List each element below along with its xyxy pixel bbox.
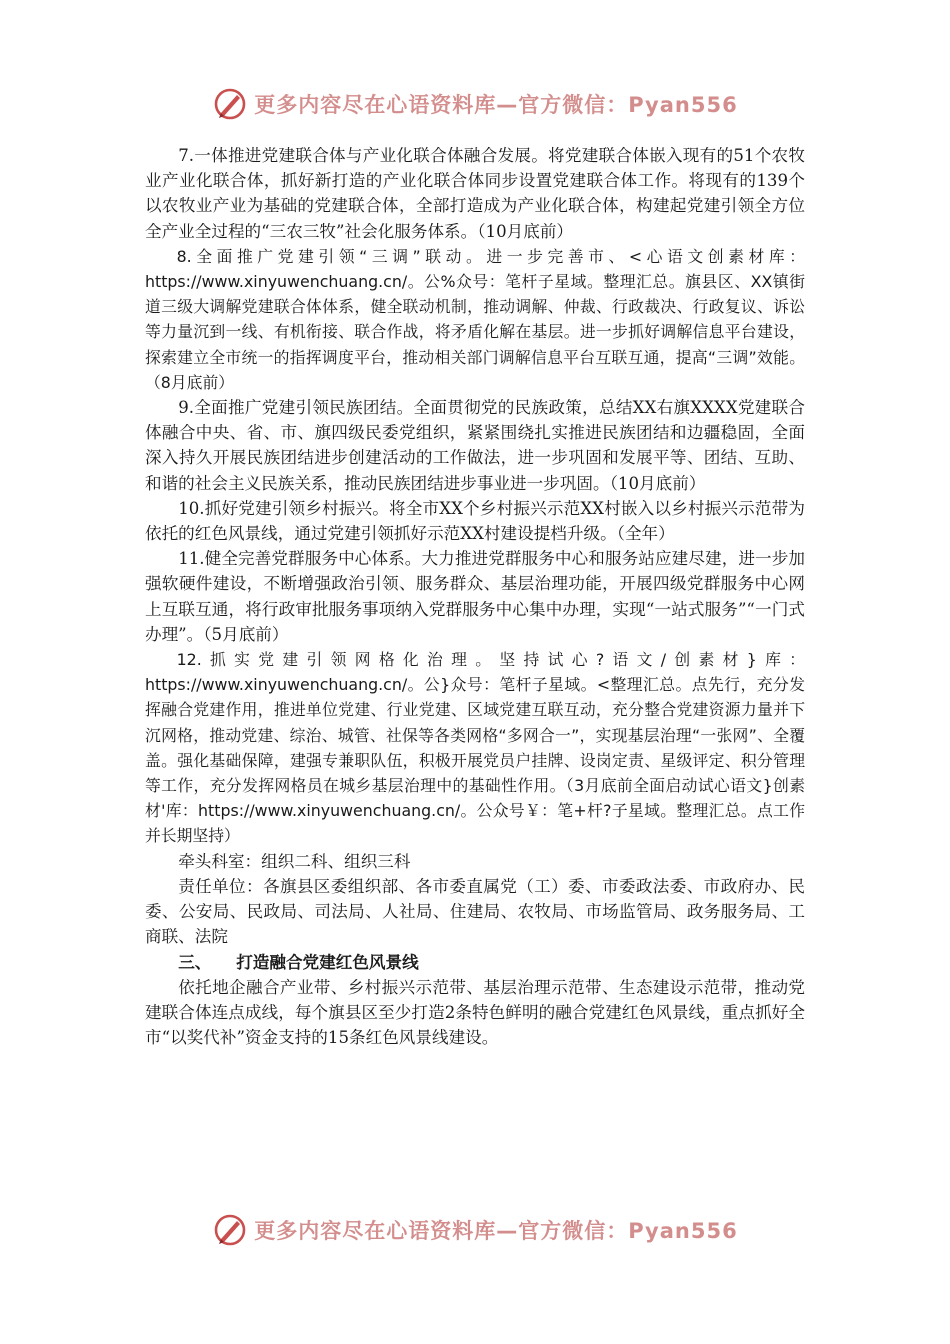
watermark-banner-bottom <box>0 1210 950 1250</box>
paragraph-8: 8.全面推广党建引领“三调”联动。进一步完善市、<心语文创素材库：https://www.xinyuwenchuang.cn/。公%众号：笔杆子星域。整理汇总。旗县区、XX镇街道三级大调解党建联合体体系，健全联动机制，推动调解、仲裁、行政裁决、行政复议、诉讼等力量沉到一线、有机衔接、联合作战，将矛盾化解在基层。进一步抓好调解信息平台建设，探索建立全市统一的指挥调度平台，推动相关部门调解信息平台互联互通，提高“三调”效能。（8月底前） <box>145 246 805 392</box>
watermark-text: 更多内容尽在心语资料库—官方微信：Pyan556 <box>254 93 738 117</box>
document-body <box>145 143 805 1050</box>
paragraph-10: 10.抓好党建引领乡村振兴。将全市XX个乡村振兴示范XX村嵌入以乡村振兴示范带为依托的红色风景线，通过党建引领抓好示范XX村建设提档升级。（全年） <box>145 498 805 544</box>
section-title: 打造融合党建红色风景线 <box>236 952 419 972</box>
watermark-text: 更多内容尽在心语资料库—官方微信：Pyan556 <box>254 1219 738 1243</box>
pen-circle-icon <box>212 86 248 122</box>
paragraph-9: 9.全面推广党建引领民族团结。全面贯彻党的民族政策，总结XX右旗XXXX党建联合体融合中央、省、市、旗四级民委党组织，紧紧围绕扎实推进民族团结和边疆稳固，全面深入持久开展民族团结进步创建活动的工作做法，进一步巩固和发展平等、团结、互助、和谐的社会主义民族关系，推动民族团结进步事业进一步巩固。（10月底前） <box>145 398 805 493</box>
responsible-units: 责任单位：各旗县区委组织部、各市委直属党（工）委、市委政法委、市政府办、民委、公安局、民政局、司法局、人社局、住建局、农牧局、市场监管局、政务服务局、工商联、法院 <box>145 876 805 947</box>
lead-department: 牵头科室：组织二科、组织三科 <box>178 851 411 871</box>
section-number: 三、 <box>178 952 212 972</box>
paragraph-11: 11.健全完善党群服务中心体系。大力推进党群服务中心和服务站应建尽建，进一步加强软硬件建设，不断增强政治引领、服务群众、基层治理功能，开展四级党群服务中心网上互联互通，将行政审批服务事项纳入党群服务中心集中办理，实现“一站式服务”“一门式办理”。（5月底前） <box>145 549 805 644</box>
paragraph-section3: 依托地企融合产业带、乡村振兴示范带、基层治理示范带、生态建设示范带，推动党建联合体连点成线，每个旗县区至少打造2条特色鲜明的融合党建红色风景线，重点抓好全市“以奖代补”资金支持的15条红色风景线建设。 <box>145 977 805 1048</box>
watermark-banner-top <box>0 84 950 124</box>
paragraph-12: 12.抓实党建引领网格化治理。坚持试心?语文/创素材}库：https://www.xinyuwenchuang.cn/。公}众号：笔杆子星域。<整理汇总。点先行，充分发挥融合党建作用，推进单位党建、行业党建、区域党建互联互动，充分整合党建资源力量并下沉网格，推动党建、综治、城管、社保等各类网格“多网合一”，实现基层治理“一张网”、全覆盖。强化基础保障，建强专兼职队伍，积极开展党员户挂牌、设岗定责、星级评定、积分管理等工作，充分发挥网格员在城乡基层治理中的基础性作用。（3月底前全面启动试心语文}创素材'库：https://www.xinyuwenchuang.cn/。公众号￥：笔+杆?子星域。整理汇总。点工作并长期坚持） <box>145 650 805 846</box>
paragraph-7: 7.一体推进党建联合体与产业化联合体融合发展。将党建联合体嵌入现有的51个农牧业产业化联合体，抓好新打造的产业化联合体同步设置党建联合体工作。将现有的139个以农牧业产业为基础的党建联合体，全部打造成为产业化联合体，构建起党建引领全方位全产业全过程的“三农三牧”社会化服务体系。（10月底前） <box>145 146 805 241</box>
pen-circle-icon <box>212 1212 248 1248</box>
section-heading <box>145 950 805 975</box>
